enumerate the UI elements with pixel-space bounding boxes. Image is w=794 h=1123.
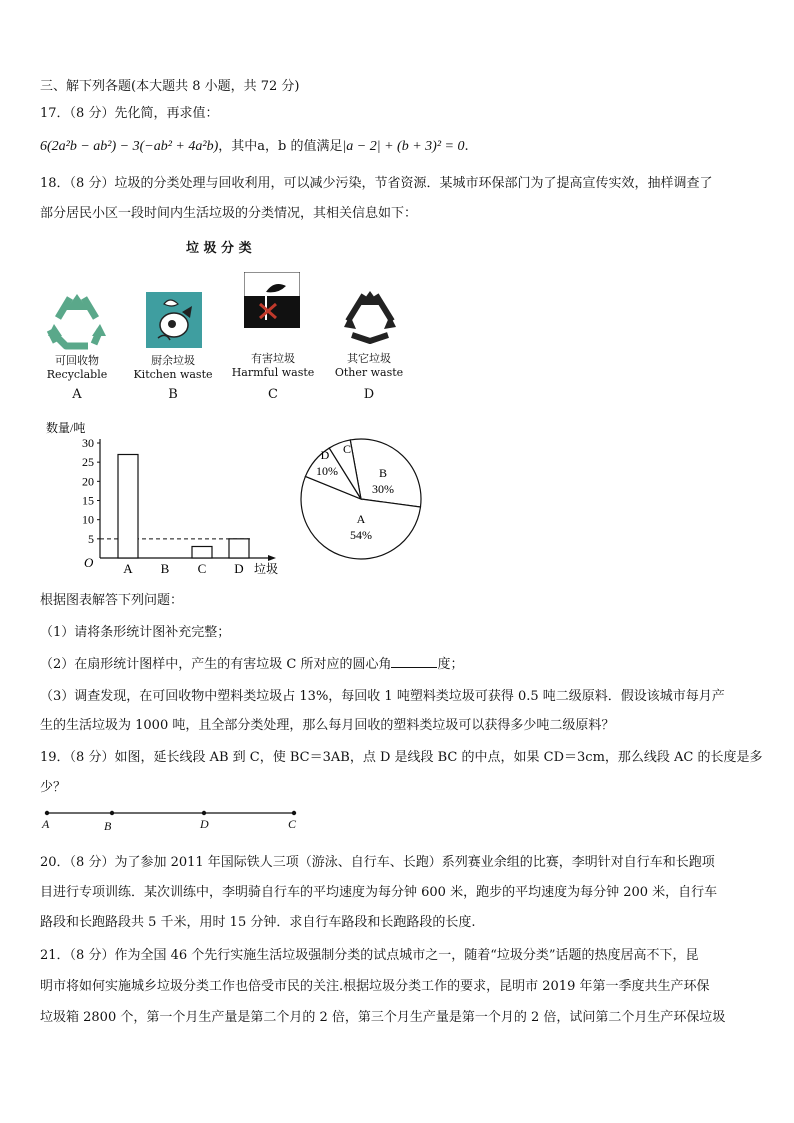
x-tick-label: D — [234, 561, 244, 576]
category-a-caption — [32, 354, 122, 382]
kitchen-waste-icon — [146, 292, 202, 348]
q17-condition-expression: |a − 2| + (b + 3)² = 0 — [342, 139, 465, 154]
y-tick-label: 5 — [88, 531, 94, 546]
q18-sub-1: （1）请将条形统计图补充完整； — [40, 625, 231, 640]
category-c-en: Harmful waste — [231, 366, 315, 379]
category-d-en: Other waste — [334, 366, 404, 379]
pie-label-d: D — [320, 448, 330, 462]
x-tick-label: A — [123, 561, 133, 576]
q20-line-3: 路段和长跑路段共 5 千米，用时 15 分钟．求自行车路段和长跑路段的长度. — [40, 915, 476, 930]
x-axis-label: 垃圾 — [254, 562, 279, 576]
q19-line-1: 19．（8 分）如图，延长线段 AB 到 C，使 BC＝3AB，点 D 是线段 BC 的中点，如果 CD＝3cm，那么线段 AC 的长度是多 — [40, 750, 763, 765]
answer-blank — [391, 655, 437, 668]
x-axis-arrow — [268, 555, 276, 561]
category-a-letter: A — [72, 387, 82, 402]
other-waste-icon — [340, 289, 400, 345]
harmful-waste-icon — [244, 272, 300, 328]
q18-after-chart: 根据图表解答下列问题： — [40, 593, 184, 608]
section-heading: 三、解下列各题(本大题共 8 小题，共 72 分) — [40, 79, 300, 94]
q21-line-3: 垃圾箱 2800 个，第一个月生产量是第二个月的 2 倍，第三个月生产量是第一个月的 2 倍，试问第二个月生产环保垃圾 — [40, 1010, 726, 1025]
pie-percent-a: 54% — [350, 528, 372, 542]
y-axis-label: 数量/吨 — [46, 421, 86, 435]
category-c-caption — [228, 352, 318, 380]
category-d-letter: D — [363, 387, 375, 402]
q21-line-2: 明市将如何实施城乡垃圾分类工作也倍受市民的关注.根据垃圾分类工作的要求，昆明市 2019 年第一季度共生产环保 — [40, 979, 710, 994]
bar-c — [192, 547, 212, 559]
category-c-cn: 有害垃圾 — [251, 352, 295, 365]
q18-line-1: 18．（8 分）垃圾的分类处理与回收利用，可以减少污染，节省资源．某城市环保部门为了提高宣传实效，抽样调查了 — [40, 176, 713, 191]
point-a-label: A — [42, 817, 50, 831]
x-tick-label: C — [197, 561, 207, 576]
category-d-cn: 其它垃圾 — [347, 352, 391, 365]
q17-expression: 6(2a²b − ab²) − 3(−ab² + 4a²b) — [40, 139, 219, 154]
point-d-label: D — [200, 817, 209, 831]
q17-heading: 17．（8 分）先化简，再求值： — [40, 106, 219, 121]
point-d-dot — [202, 811, 206, 815]
x-tick-label: B — [160, 561, 170, 576]
q20-line-1: 20．（8 分）为了参加 2011 年国际铁人三项（游泳、自行车、长跑）系列赛业余组的比赛，李明针对自行车和长跑项 — [40, 855, 715, 870]
q17-condition-text: ，其中a，b 的值满足 — [218, 139, 343, 154]
q18-line-2: 部分居民小区一段时间内生活垃圾的分类情况，其相关信息如下： — [40, 206, 418, 221]
category-c-letter: C — [268, 387, 278, 402]
pie-percent-d: 10% — [316, 464, 338, 478]
category-b-en: Kitchen waste — [133, 368, 213, 381]
q18-sub-2-text: （2）在扇形统计图样中，产生的有害垃圾 C 所对应的圆心角 — [40, 657, 392, 672]
point-b-label: B — [104, 819, 112, 833]
pie-chart — [298, 436, 424, 562]
q17-expression-line — [40, 138, 469, 156]
y-tick-label: 25 — [82, 455, 94, 470]
q18-sub-2 — [40, 655, 464, 674]
pie-label-c: C — [342, 442, 352, 456]
y-tick-label: 15 — [82, 493, 94, 508]
category-b-letter: B — [168, 387, 178, 402]
figure-title: 垃 圾 分 类 — [186, 241, 252, 256]
y-tick-label: 10 — [82, 512, 94, 527]
q18-sub-3-line-1: （3）调查发现，在可回收物中塑料类垃圾占 13%，每回收 1 吨塑料类垃圾可获得 0.5 吨二级原料．假设该城市每月产 — [40, 689, 725, 704]
category-a-cn: 可回收物 — [55, 354, 99, 367]
point-b-dot — [110, 811, 114, 815]
q21-line-1: 21．（8 分）作为全国 46 个先行实施生活垃圾强制分类的试点城市之一，随着“垃圾分类”话题的热度居高不下，昆 — [40, 948, 699, 963]
q18-sub-2-end: 度； — [437, 657, 464, 672]
bar-chart — [40, 415, 290, 580]
q17-end: . — [464, 139, 469, 154]
pie-percent-b: 30% — [372, 482, 394, 496]
bar-a — [118, 455, 138, 559]
origin-label: O — [84, 555, 94, 570]
q19-line-2: 少？ — [40, 780, 67, 795]
recycle-icon — [42, 290, 112, 352]
category-d-caption — [324, 352, 414, 380]
bar-d — [229, 539, 249, 558]
y-tick-label: 30 — [82, 436, 94, 450]
line-segment-figure — [40, 806, 310, 834]
point-c-label: C — [288, 817, 297, 831]
pie-label-b: B — [378, 466, 388, 480]
q18-sub-3-line-2: 生的生活垃圾为 1000 吨，且全部分类处理，那么每月回收的塑料类垃圾可以获得多少吨二级原料？ — [40, 718, 615, 733]
category-b-cn: 厨余垃圾 — [151, 354, 195, 367]
category-a-en: Recyclable — [46, 368, 108, 381]
y-tick-label: 20 — [82, 474, 94, 489]
category-b-caption — [128, 354, 218, 382]
pie-label-a: A — [356, 512, 366, 526]
point-c-dot — [292, 811, 296, 815]
point-a-dot — [45, 811, 49, 815]
q20-line-2: 目进行专项训练．某次训练中，李明骑自行车的平均速度为每分钟 600 米，跑步的平均速度为每分钟 200 米，自行车 — [40, 885, 718, 900]
